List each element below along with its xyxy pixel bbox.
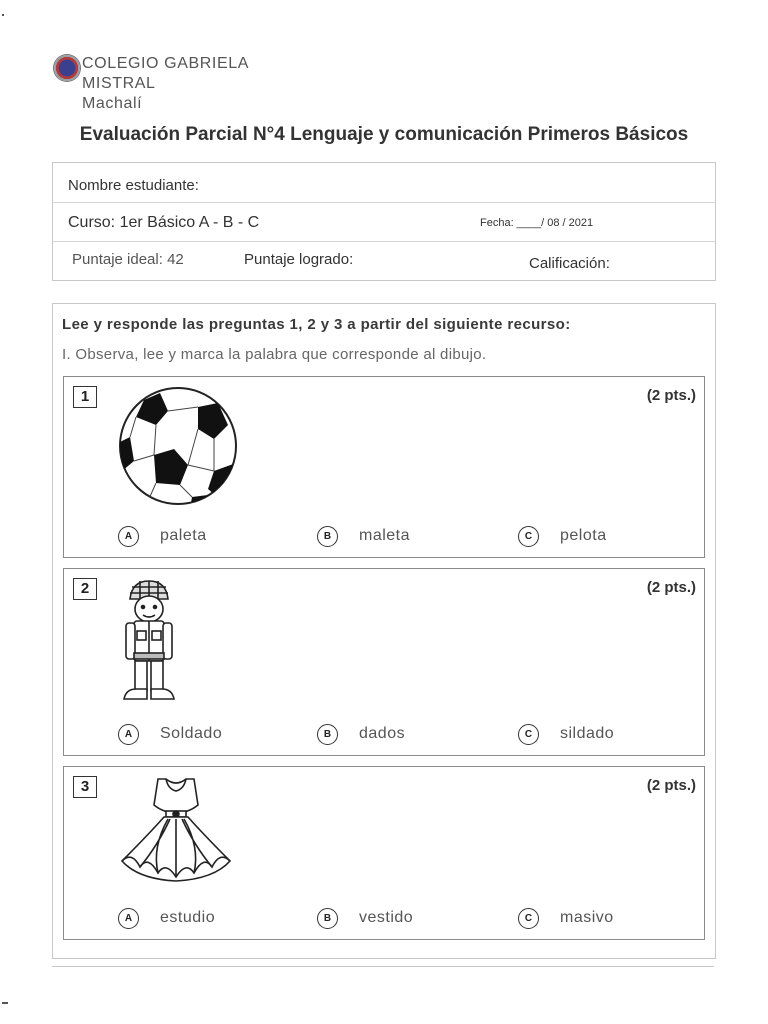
info-row-course [53, 202, 715, 242]
question-number: 1 [73, 386, 97, 408]
option-letter: B [317, 526, 338, 547]
question-number: 2 [73, 578, 97, 600]
question-points: (2 pts.) [646, 387, 696, 404]
info-row-name [53, 163, 715, 203]
dress-icon [118, 775, 234, 887]
option-text: dados [359, 725, 406, 742]
option-text: maleta [359, 527, 411, 544]
option-letter: C [518, 526, 539, 547]
school-city: Machalí [82, 95, 143, 112]
option-text: Soldado [160, 725, 223, 742]
student-info-table [52, 162, 716, 281]
school-logo-icon [54, 55, 80, 81]
student-name-field: Nombre estudiante: [68, 177, 199, 194]
question-3 [63, 766, 705, 940]
option-text: estudio [160, 909, 216, 926]
page-title: Evaluación Parcial N°4 Lenguaje y comunicación Primeros Básicos [79, 124, 689, 145]
course-label: Curso: 1er Básico A - B - C [68, 214, 260, 231]
date-field: Fecha: ____/ 08 / 2021 [480, 217, 594, 229]
soccer-ball-icon [118, 385, 238, 507]
option-text: pelota [560, 527, 607, 544]
section-header: Lee y responde las preguntas 1, 2 y 3 a partir del siguiente recurso: [62, 316, 571, 333]
option-letter: C [518, 724, 539, 745]
question-points: (2 pts.) [646, 777, 696, 794]
soldier-icon [118, 577, 180, 705]
question-section [52, 303, 716, 959]
achieved-score-field: Puntaje logrado: [244, 251, 354, 268]
section-instruction: I. Observa, lee y marca la palabra que corresponde al dibujo. [62, 346, 487, 363]
option-text: masivo [560, 909, 614, 926]
option-letter: A [118, 724, 139, 745]
question-number: 3 [73, 776, 97, 798]
option-letter: B [317, 724, 338, 745]
next-section-border [52, 966, 714, 967]
question-2 [63, 568, 705, 756]
option-letter: C [518, 908, 539, 929]
question-1 [63, 376, 705, 558]
info-row-score [53, 241, 715, 280]
option-text: paleta [160, 527, 207, 544]
school-name-line2: MISTRAL [82, 75, 156, 92]
school-name-line1: COLEGIO GABRIELA [82, 55, 249, 72]
question-points: (2 pts.) [646, 579, 696, 596]
option-text: sildado [560, 725, 615, 742]
option-letter: A [118, 908, 139, 929]
scan-mark [2, 1002, 8, 1004]
ideal-score-label: Puntaje ideal: 42 [72, 251, 184, 268]
option-letter: B [317, 908, 338, 929]
option-text: vestido [359, 909, 414, 926]
grade-field: Calificación: [529, 255, 610, 272]
option-letter: A [118, 526, 139, 547]
scan-mark [2, 14, 4, 16]
